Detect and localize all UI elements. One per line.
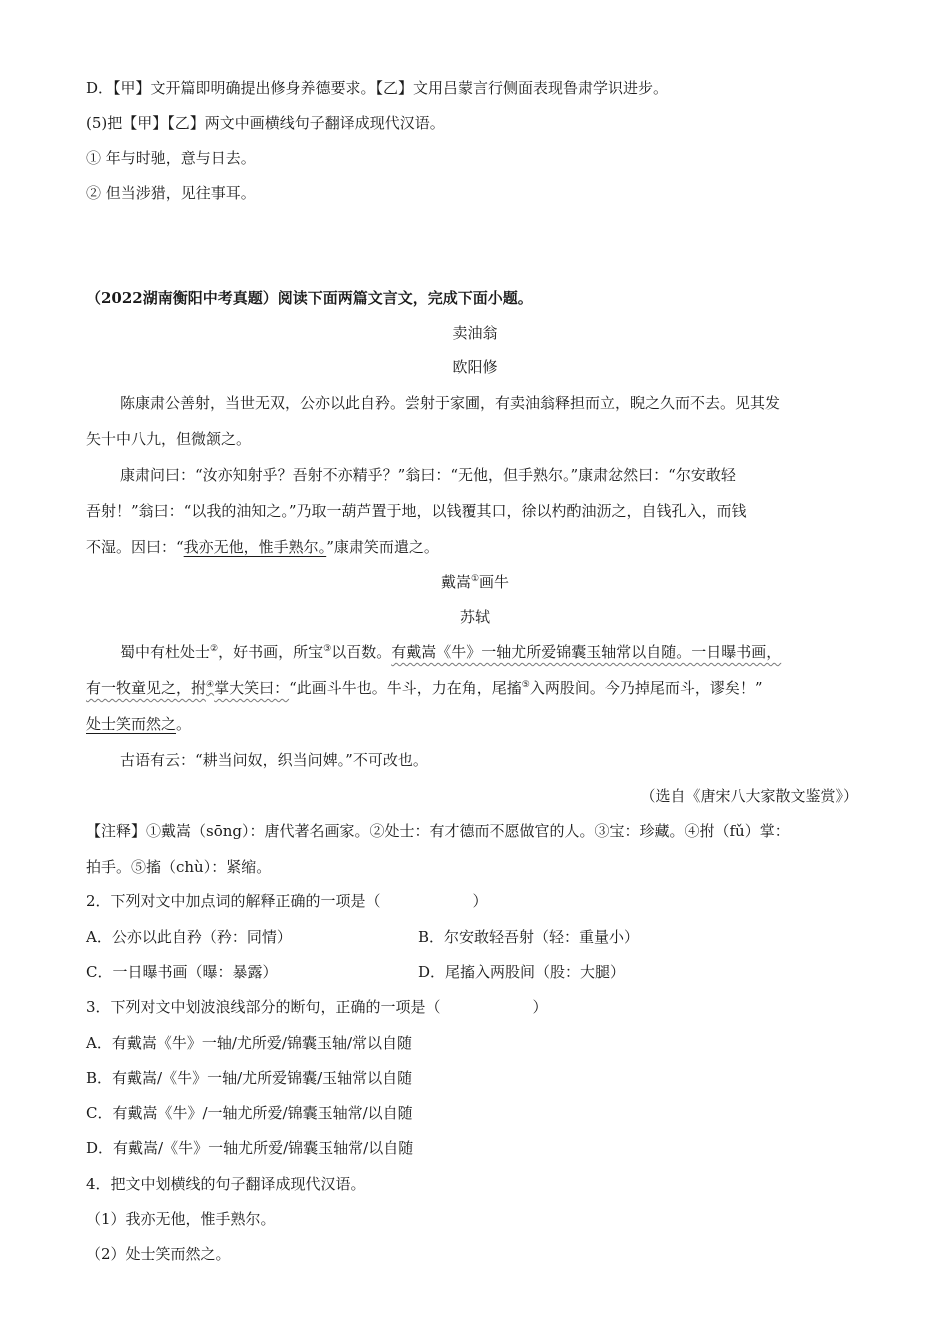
text-span: 以百数。: [331, 643, 392, 661]
notes-line2: 拍手。⑤搐（chù）：紧缩。: [86, 858, 272, 876]
text1-para2-line2: 吾射！”翁曰：“以我的油知之。”乃取一葫芦置于地，以钱覆其口，徐以杓酌油沥之，自钱孔入，而钱: [86, 502, 747, 520]
option-d: D．尾搐入两股间（股：大腿）: [418, 963, 626, 981]
wavy-underlined-text: 有戴嵩《牛》一轴尤所爱锦囊玉轴常以自随。一日曝书画，: [391, 643, 782, 661]
text-span: ”康肃笑而遣之。: [326, 538, 439, 556]
option-b: B．尔安敢轻吾射（轻：重量小）: [418, 928, 640, 946]
underlined-sentence-1: 我亦无他，惟手熟尔。: [183, 538, 327, 556]
text-span: 蜀中有杜处士: [120, 643, 211, 661]
text1-author: 欧阳修: [452, 358, 498, 376]
footnote-marker: ⑤: [521, 680, 530, 690]
question-3-option-b: B．有戴嵩/《牛》一轴/尤所爱锦囊/玉轴常以自随: [86, 1069, 413, 1087]
stem-text: 2．下列对文中加点词的解释正确的一项是（: [86, 892, 381, 910]
text2-author: 苏轼: [459, 608, 490, 626]
question-5-sentence-1: ① 年与时驰，意与日去。: [86, 149, 256, 167]
question-3-stem: [86, 996, 858, 1018]
text2-para1-line3: [86, 713, 858, 735]
text2-para1-line1: [86, 641, 858, 663]
text1-title: 卖油翁: [452, 324, 498, 342]
option-c: C．一日曝书画（曝：暴露）: [86, 963, 278, 981]
notes-line1: 【注释】①戴嵩（sōng）：唐代著名画家。②处士：有才德而不愿做官的人。③宝：珍藏。④拊（fǔ）掌：: [86, 822, 790, 840]
stem-text: ）: [532, 998, 548, 1016]
text-span: 不湿。因曰：“: [86, 538, 184, 556]
question-5: (5)把【甲】【乙】两文中画横线句子翻译成现代汉语。: [86, 114, 445, 132]
option-a: A．公亦以此自矜（矜：同情）: [86, 928, 292, 946]
text-span: 入两股间。今乃掉尾而斗，谬矣！”: [529, 679, 763, 697]
text1-para1-line1: 陈康肃公善射，当世无双，公亦以此自矜。尝射于家圃，有卖油翁释担而立，睨之久而不去。见其发: [120, 394, 781, 412]
footnote-marker: ③: [323, 644, 332, 654]
text-span: “此画斗牛也。牛斗，力在角，尾搐: [289, 679, 522, 697]
question-3-option-d: D．有戴嵩/《牛》一轴尤所爱/锦囊玉轴常/以自随: [86, 1139, 414, 1157]
stem-text: ）: [472, 892, 488, 910]
source-citation: （选自《唐宋八大家散文鉴赏》）: [640, 787, 858, 805]
wavy-underlined-text: 有一牧童见之，拊: [86, 679, 207, 697]
footnote-marker: ①: [470, 574, 480, 584]
text-span: 。: [176, 715, 192, 733]
title-part: 画牛: [479, 573, 510, 591]
question-4-sentence-2: （2）处士笑而然之。: [86, 1245, 231, 1263]
text-span: ，好书画，所宝: [218, 643, 324, 661]
question-3-option-a: A．有戴嵩《牛》一轴/尤所爱/锦囊玉轴/常以自随: [86, 1034, 412, 1052]
underlined-sentence-2: 处士笑而然之: [86, 715, 177, 733]
footnote-marker: ②: [210, 644, 219, 654]
stem-text: 3．下列对文中划波浪线部分的断句，正确的一项是（: [86, 998, 441, 1016]
text2-para1-line2: [86, 677, 858, 699]
title-part: 戴嵩: [440, 573, 471, 591]
question-3-option-c: C．有戴嵩《牛》/一轴尤所爱/锦囊玉轴常/以自随: [86, 1104, 413, 1122]
section-header: （2022湖南衡阳中考真题）阅读下面两篇文言文，完成下面小题。: [86, 289, 533, 307]
text1-para2-line1: 康肃问曰：“汝亦知射乎？吾射不亦精乎？”翁曰：“无他，但手熟尔。”康肃忿然曰：“尔安敢轻: [120, 466, 736, 484]
text1-para2-line3: [86, 536, 858, 558]
text2-para2: 古语有云：“耕当问奴，织当问婢。”不可改也。: [120, 751, 428, 769]
footnote-marker: ④: [206, 680, 215, 690]
question-4-sentence-1: （1）我亦无他，惟手熟尔。: [86, 1210, 276, 1228]
wavy-underlined-text: 掌大笑曰：: [214, 679, 290, 697]
question-5-sentence-2: ② 但当涉猎，见往事耳。: [86, 184, 256, 202]
text1-para1-line2: 矢十中八九，但微颔之。: [86, 430, 252, 448]
question-2-stem: [86, 890, 858, 912]
question-2-options-row2: [86, 961, 858, 983]
question-2-options-row1: [86, 926, 858, 948]
question-4-stem: 4．把文中划横线的句子翻译成现代汉语。: [86, 1175, 366, 1193]
option-d-previous: D．【甲】文开篇即明确提出修身养德要求。【乙】文用吕蒙言行侧面表现鲁肃学识进步。: [86, 79, 669, 97]
text2-title: [0, 571, 950, 593]
